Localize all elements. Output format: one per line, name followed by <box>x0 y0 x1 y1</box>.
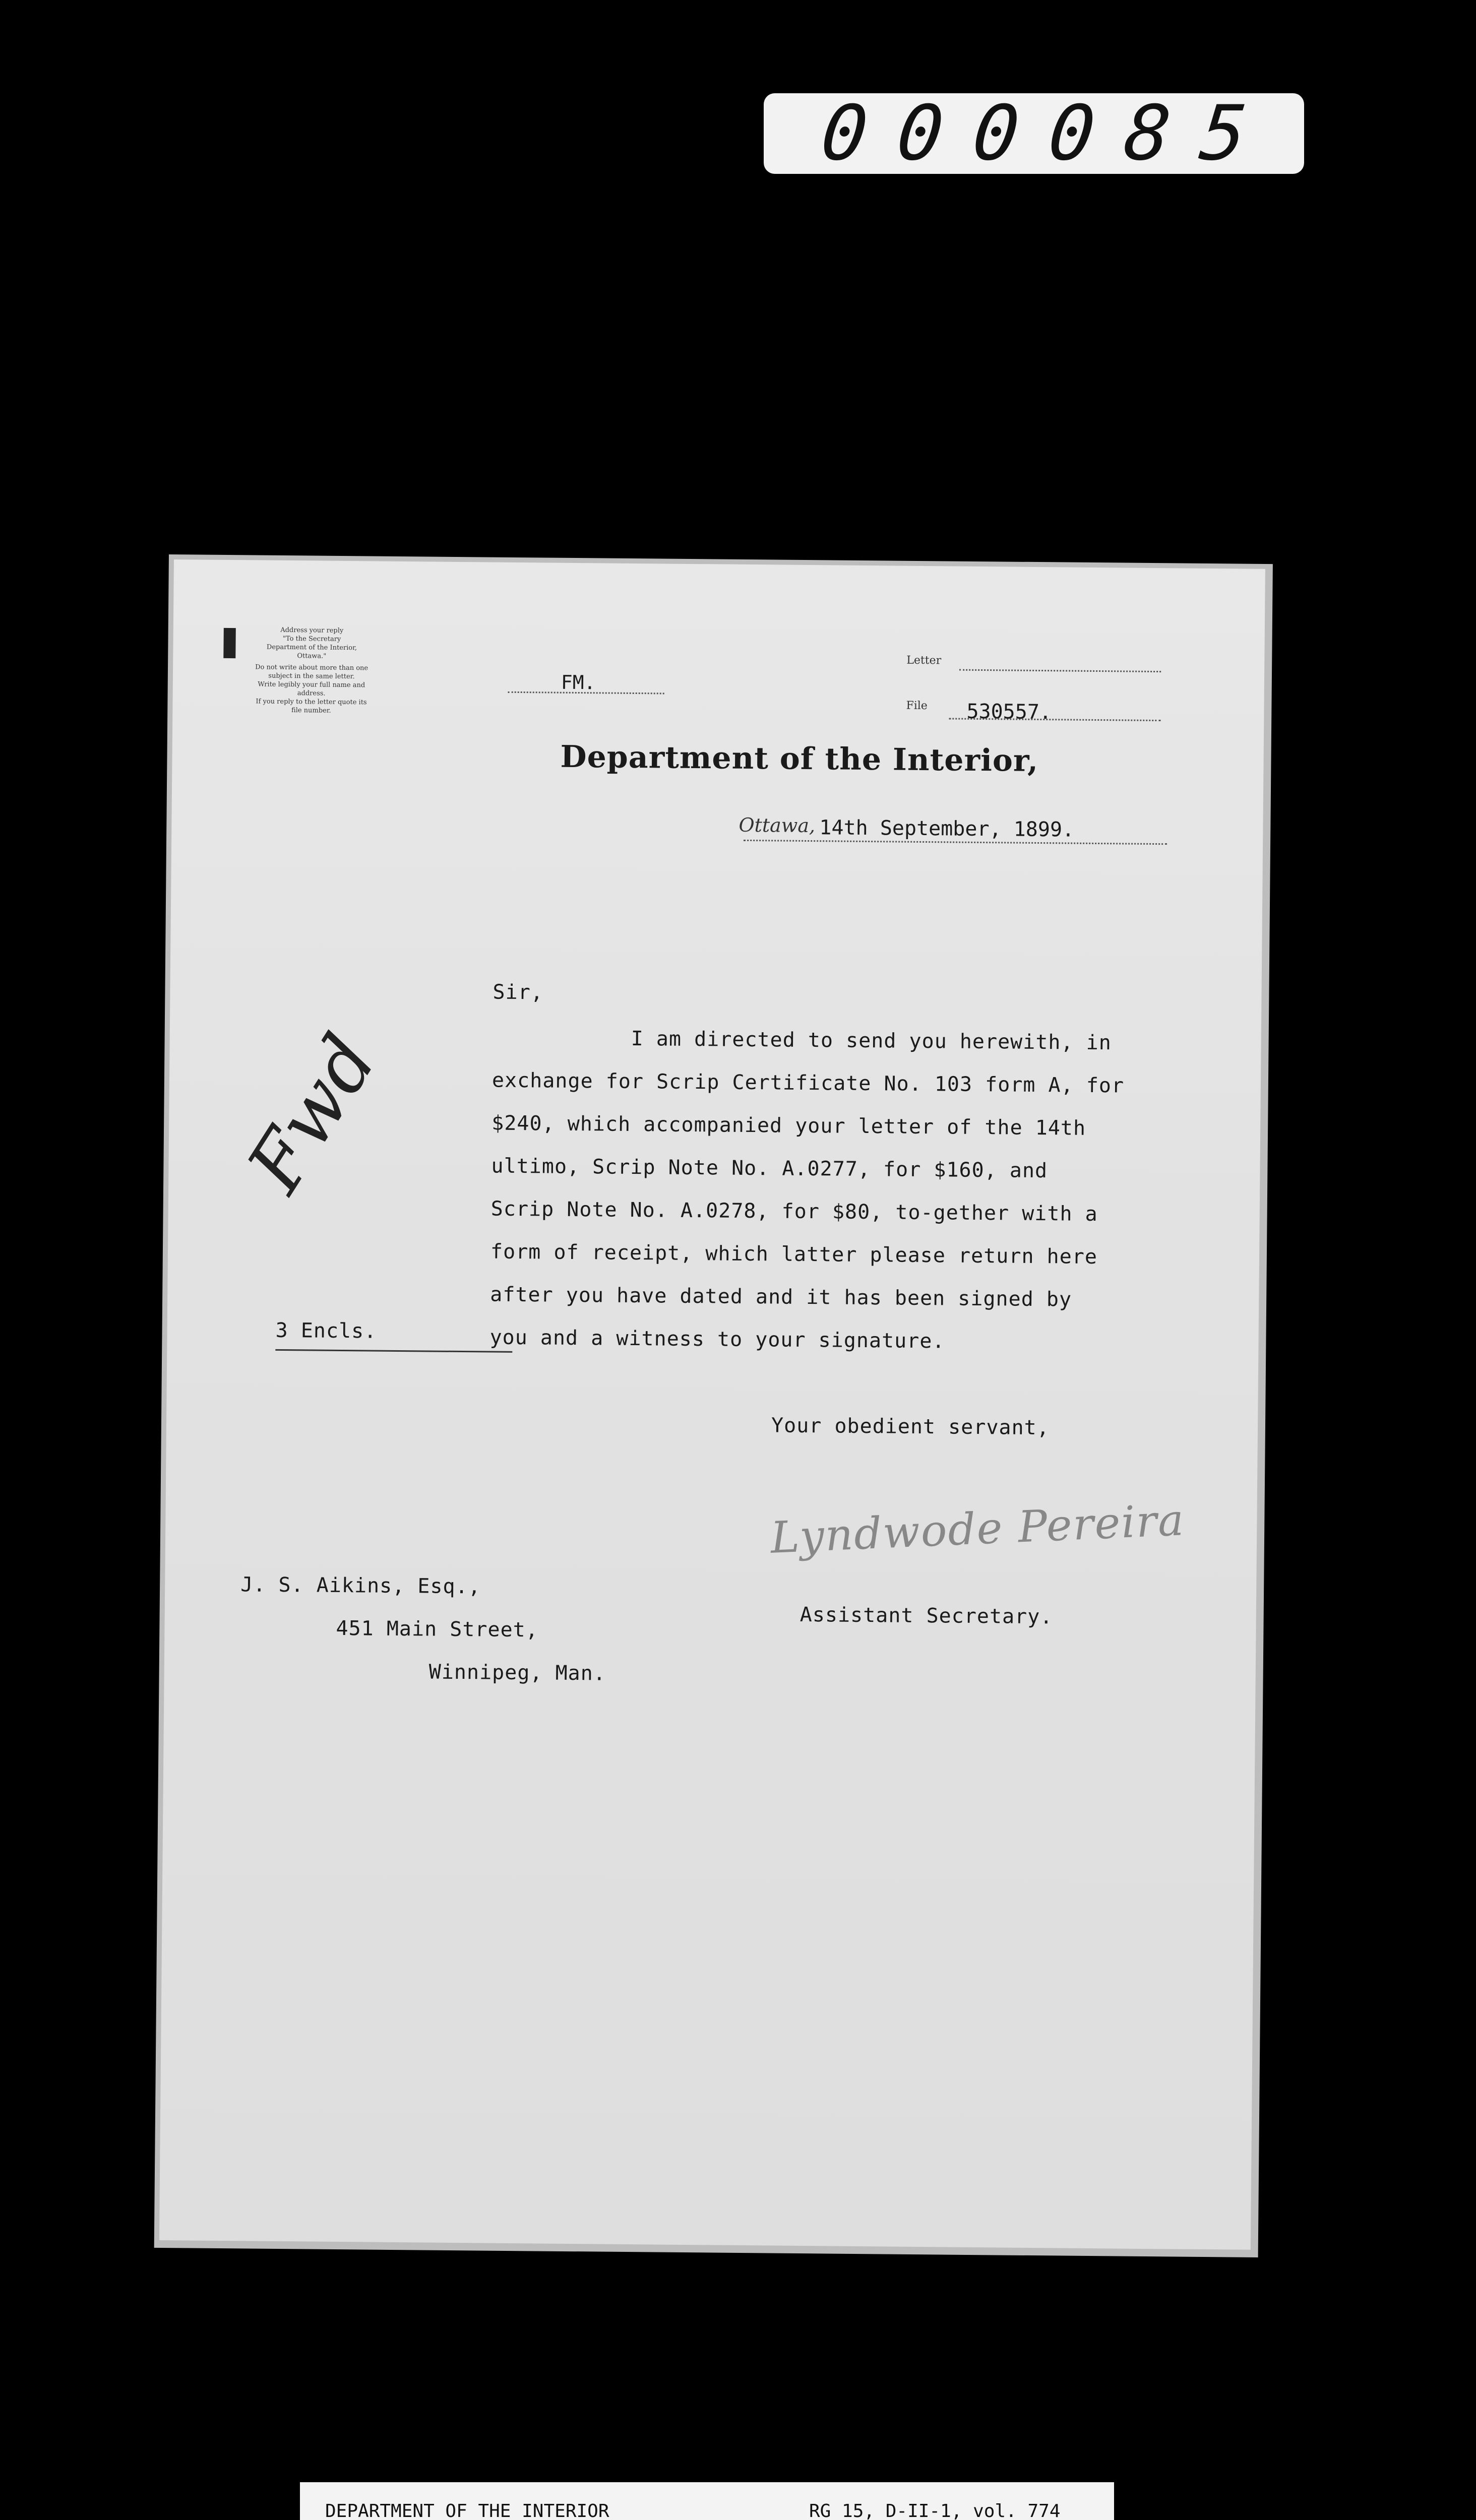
instruction-line: Ottawa." <box>297 652 327 660</box>
closing: Your obedient servant, <box>771 1414 1050 1440</box>
frame-number: 000085 <box>817 90 1281 177</box>
letter-sheet <box>159 559 1265 2250</box>
file-label: File <box>906 699 928 713</box>
salutation: Sir, <box>493 980 544 1004</box>
instruction-line: Department of the Interior, <box>266 643 357 652</box>
letter-label: Letter <box>906 654 942 667</box>
instruction-line: Do not write about more than one <box>255 663 368 672</box>
body-line: Scrip Note No. A.0278, for $80, to-gether with a <box>490 1197 1098 1226</box>
letter-rule <box>959 669 1161 672</box>
enclosures-rule <box>275 1349 512 1353</box>
margin-handwritten-note: Fwd <box>231 1020 394 1207</box>
addressee-street: 451 Main Street, <box>336 1616 539 1642</box>
addressee-city: Winnipeg, Man. <box>428 1660 606 1685</box>
file-number: 530557. <box>966 700 1052 724</box>
instruction-line: Address your reply <box>280 626 344 635</box>
body-line: after you have dated and it has been signed by <box>490 1283 1072 1311</box>
instruction-line: "To the Secretary <box>282 635 341 643</box>
signature: Lyndwode Pereira <box>769 1495 1186 1563</box>
letter-date: 14th September, 1899. <box>819 816 1075 842</box>
address-instructions <box>228 625 395 716</box>
fm-label: FM. <box>561 671 596 694</box>
frame-number-tag <box>764 90 1304 177</box>
instruction-line: If you reply to the letter quote its <box>256 698 367 707</box>
body-line: you and a witness to your signature. <box>489 1326 945 1353</box>
signer-title: Assistant Secretary. <box>799 1603 1053 1629</box>
enclosures-note: 3 Encls. <box>275 1318 377 1343</box>
body-line: exchange for Scrip Certificate No. 103 form A, for <box>491 1068 1125 1098</box>
instruction-line: address. <box>297 689 326 698</box>
instruction-line: subject in the same letter. <box>268 672 355 681</box>
instruction-line: Write legibly your full name and <box>258 680 365 689</box>
body-line: ultimo, Scrip Note No. A.0277, for $160, and <box>491 1154 1048 1183</box>
body-line: $240, which accompanied your letter of the 14th <box>491 1111 1086 1140</box>
place-label: Ottawa, <box>739 813 816 837</box>
body-line: form of receipt, which latter please return here <box>490 1240 1098 1269</box>
addressee-name: J. S. Aikins, Esq., <box>240 1573 481 1599</box>
body-line: I am directed to send you herewith, in <box>631 1027 1112 1055</box>
department-heading: Department of the Interior, <box>560 739 1039 779</box>
department-en: DEPARTMENT OF THE INTERIOR <box>325 2501 609 2520</box>
record-group: RG 15, D-II-1, vol. 774 <box>809 2501 1061 2520</box>
instruction-line: file number. <box>291 707 331 715</box>
archive-reference-label <box>300 2482 1114 2520</box>
